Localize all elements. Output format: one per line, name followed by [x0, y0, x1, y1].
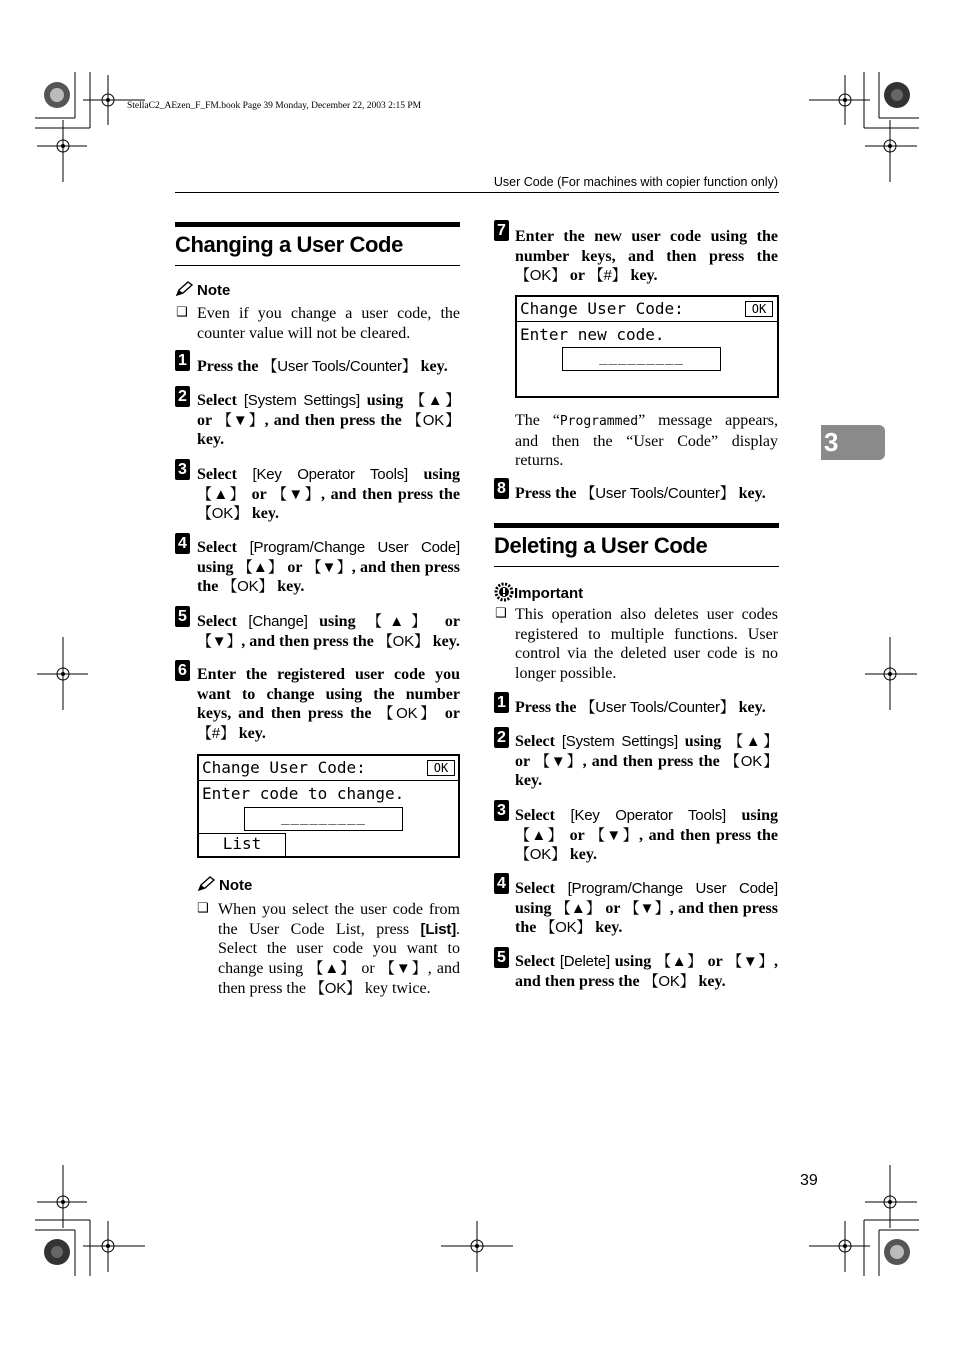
running-header: User Code (For machines with copier function only) [493, 175, 778, 189]
lcd-divider [199, 780, 458, 781]
note-text: When you select the user code from the User Code List, press [List]. Select the user code you want to change using 【▲】 or 【▼】, and then press the 【OK】 key twice. [218, 901, 461, 997]
section-top-rule [175, 222, 460, 227]
step-text: Select [System Settings] using 【▲】 or 【▼】, and then press the 【OK】 key. [515, 733, 779, 790]
step-number: 2 [494, 727, 509, 748]
pencil-icon [197, 876, 215, 892]
section-title-deleting: Deleting a User Code [494, 533, 708, 558]
lcd-code-field: _________ [244, 807, 403, 831]
important-block [494, 582, 583, 603]
step-number: 1 [175, 350, 190, 371]
lcd-divider [517, 321, 777, 322]
note-checkbox: ❑ [197, 901, 209, 916]
section-bottom-rule [494, 566, 779, 567]
step-number: 3 [494, 800, 509, 821]
lcd-list-button: List [199, 833, 286, 856]
step-text: Select [Program/Change User Code] using 【▲】 or 【▼】, and then press the 【OK】 key. [197, 539, 461, 596]
pencil-icon [175, 281, 193, 297]
note-block [175, 281, 230, 300]
lcd-code-field: _________ [562, 347, 721, 371]
lcd-title: Change User Code: [520, 299, 684, 318]
lcd-ok-indicator: OK [745, 301, 773, 317]
note-heading: Note [219, 877, 253, 894]
step-text: Press the 【User Tools/Counter】 key. [515, 699, 766, 716]
step-text: Select [Delete] using 【▲】 or 【▼】, and then press the 【OK】 key. [515, 953, 779, 990]
step-number: 1 [494, 692, 509, 713]
lcd-display-new [515, 295, 779, 398]
lcd-prompt: Enter code to change. [202, 784, 405, 803]
step-number: 4 [175, 533, 190, 554]
lcd-ok-indicator: OK [427, 760, 455, 776]
step-text: Select [System Settings] using 【▲】 or 【▼】, and then press the 【OK】 key. [197, 392, 461, 449]
section-bottom-rule [175, 265, 460, 266]
step-number: 8 [494, 478, 509, 499]
important-heading: Important [514, 585, 584, 602]
important-text: This operation also deletes user codes registered to multiple functions. User control via the deleted user code is no longer possible. [515, 606, 778, 683]
chapter-number: 3 [824, 427, 839, 457]
step-number: 5 [494, 947, 509, 968]
step-text: Press the 【User Tools/Counter】 key. [515, 485, 766, 502]
step-text: Select [Key Operator Tools] using 【▲】 or 【▼】, and then press the 【OK】 key. [197, 466, 461, 523]
chapter-tab [821, 425, 885, 460]
step-number: 3 [175, 459, 190, 480]
important-checkbox: ❑ [495, 606, 507, 621]
important-icon [494, 582, 514, 602]
step-text: Select [Program/Change User Code] using 【▲】 or 【▼】, and then press the 【OK】 key. [515, 880, 779, 937]
section-title-changing: Changing a User Code [175, 232, 403, 257]
book-info-line: StellaC2_AEzen_F_FM.book Page 39 Monday, December 22, 2003 2:15 PM [127, 101, 422, 111]
step-text: Select [Change] using 【▲】 or 【▼】, and then press the 【OK】 key. [197, 613, 461, 650]
step-number: 4 [494, 873, 509, 894]
step-number: 6 [175, 660, 190, 681]
lcd-display-change [197, 754, 460, 858]
note-block-2 [197, 876, 252, 895]
note-heading: Note [197, 282, 231, 299]
lcd-prompt: Enter new code. [520, 325, 665, 344]
page-number: 39 [800, 1172, 818, 1189]
note-checkbox: ❑ [176, 305, 188, 320]
programmed-message-paragraph: The “Programmed” message appears, and then the “User Code” display returns. [515, 412, 778, 470]
step-text: Press the 【User Tools/Counter】 key. [197, 358, 448, 375]
header-rule [175, 192, 779, 193]
note-text: Even if you change a user code, the counter value will not be cleared. [197, 305, 460, 342]
section-top-rule [494, 523, 779, 528]
step-text: Enter the registered user code you want to change using the number keys, and then press the 【OK】 or 【#】 key. [197, 666, 461, 743]
step-text: Enter the new user code using the number keys, and then press the 【OK】 or 【#】 key. [515, 228, 778, 285]
step-number: 5 [175, 606, 190, 627]
step-text: Select [Key Operator Tools] using 【▲】 or 【▼】, and then press the 【OK】 key. [515, 807, 779, 864]
step-number: 2 [175, 386, 190, 407]
lcd-title: Change User Code: [202, 758, 366, 777]
step-number: 7 [494, 220, 509, 241]
